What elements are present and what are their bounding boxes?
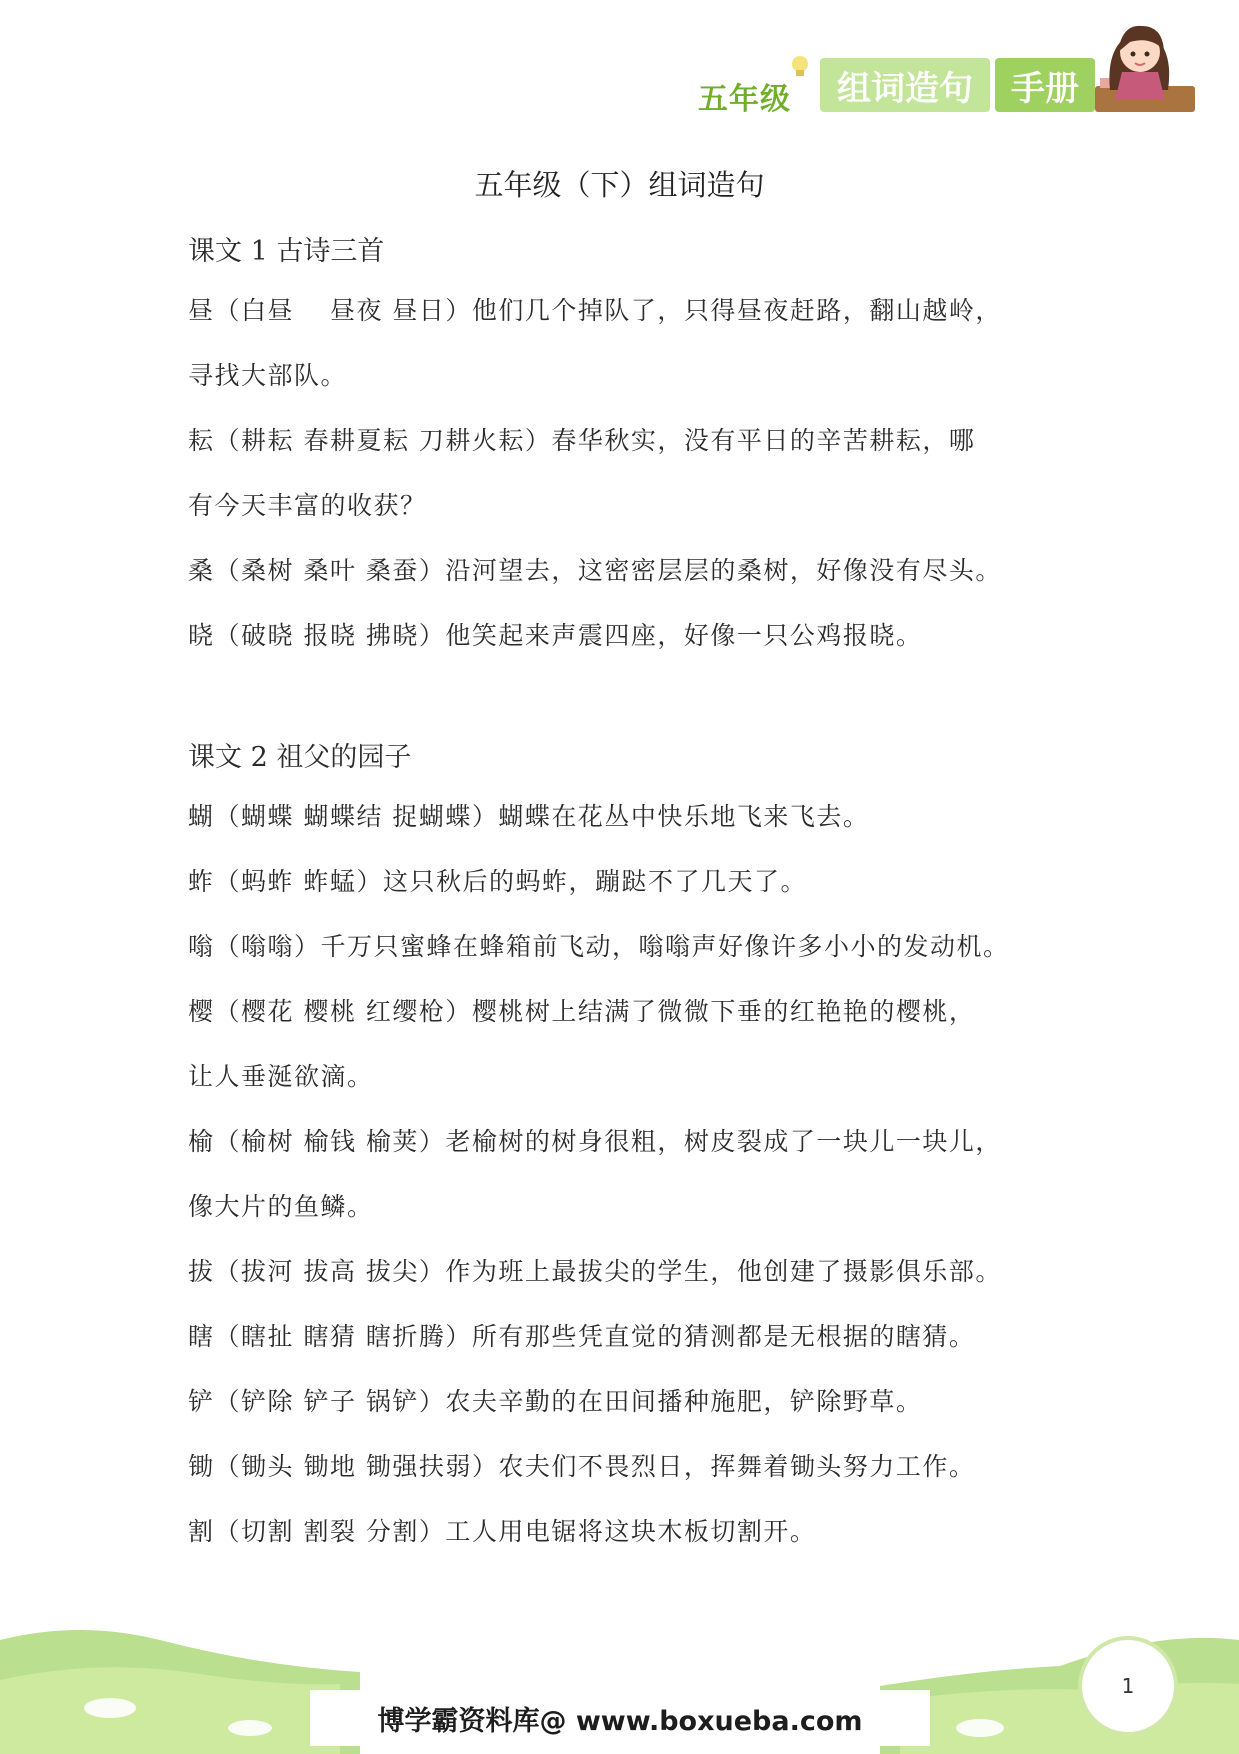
text-line: 榆（榆树 榆钱 榆荚）老榆树的树身很粗，树皮裂成了一块儿一块儿， xyxy=(188,1127,1002,1156)
text-line: 昼（白昼 昼夜 昼日）他们几个掉队了，只得昼夜赶路，翻山越岭， xyxy=(188,296,1002,325)
text-line: 蝴（蝴蝶 蝴蝶结 捉蝴蝶）蝴蝶在花丛中快乐地飞来飞去。 xyxy=(188,802,870,831)
watermark-text: 博学霸资料库@ www.boxueba.com xyxy=(310,1690,930,1746)
text-line: 割（切割 割裂 分割）工人用电锯将这块木板切割开。 xyxy=(188,1517,817,1546)
text-line: 铲（铲除 铲子 锅铲）农夫辛勤的在田间播种施肥，铲除野草。 xyxy=(188,1387,923,1416)
section-lesson-2 xyxy=(188,732,1068,1564)
text-line: 像大片的鱼鳞。 xyxy=(188,1192,374,1221)
text-line: 有今天丰富的收获？ xyxy=(188,491,427,520)
section-lesson-1 xyxy=(188,226,1068,668)
text-line: 耘（耕耘 春耕夏耘 刀耕火耘）春华秋实，没有平日的辛苦耕耘，哪 xyxy=(188,426,976,455)
text-line: 樱（樱花 樱桃 红缨枪）樱桃树上结满了微微下垂的红艳艳的樱桃， xyxy=(188,997,976,1026)
section-gap xyxy=(188,668,1068,732)
handbook-subject-tag: 组词造句 xyxy=(820,58,990,112)
document-title: 五年级（下）组词造句 xyxy=(474,168,765,202)
text-line: 瞎（瞎扯 瞎猜 瞎折腾）所有那些凭直觉的猜测都是无根据的瞎猜。 xyxy=(188,1322,976,1351)
text-line: 蚱（蚂蚱 蚱蜢）这只秋后的蚂蚱，蹦跶不了几天了。 xyxy=(188,867,807,896)
handbook-tag: 手册 xyxy=(995,58,1095,112)
text-line: 桑（桑树 桑叶 桑蚕）沿河望去，这密密层层的桑树，好像没有尽头。 xyxy=(188,556,1002,585)
page-number: 1 xyxy=(1121,1674,1135,1698)
section-heading: 课文 2 祖父的园子 xyxy=(188,742,412,773)
text-line: 让人垂涎欲滴。 xyxy=(188,1062,374,1091)
text-line: 晓（破晓 报晓 拂晓）他笑起来声震四座，好像一只公鸡报晓。 xyxy=(188,621,923,650)
content-body xyxy=(188,226,1068,1564)
text-line: 拔（拔河 拔高 拔尖）作为班上最拔尖的学生，他创建了摄影俱乐部。 xyxy=(188,1257,1002,1286)
text-line: 寻找大部队。 xyxy=(188,361,348,390)
section-heading: 课文 1 古诗三首 xyxy=(188,236,385,267)
text-line: 嗡（嗡嗡）千万只蜜蜂在蜂箱前飞动，嗡嗡声好像许多小小的发动机。 xyxy=(188,932,1010,961)
grade-label: 五年级 xyxy=(698,82,791,117)
teacher-illustration-icon xyxy=(1095,26,1195,112)
text-line: 锄（锄头 锄地 锄强扶弱）农夫们不畏烈日，挥舞着锄头努力工作。 xyxy=(188,1452,976,1481)
bulb-icon xyxy=(792,56,808,76)
